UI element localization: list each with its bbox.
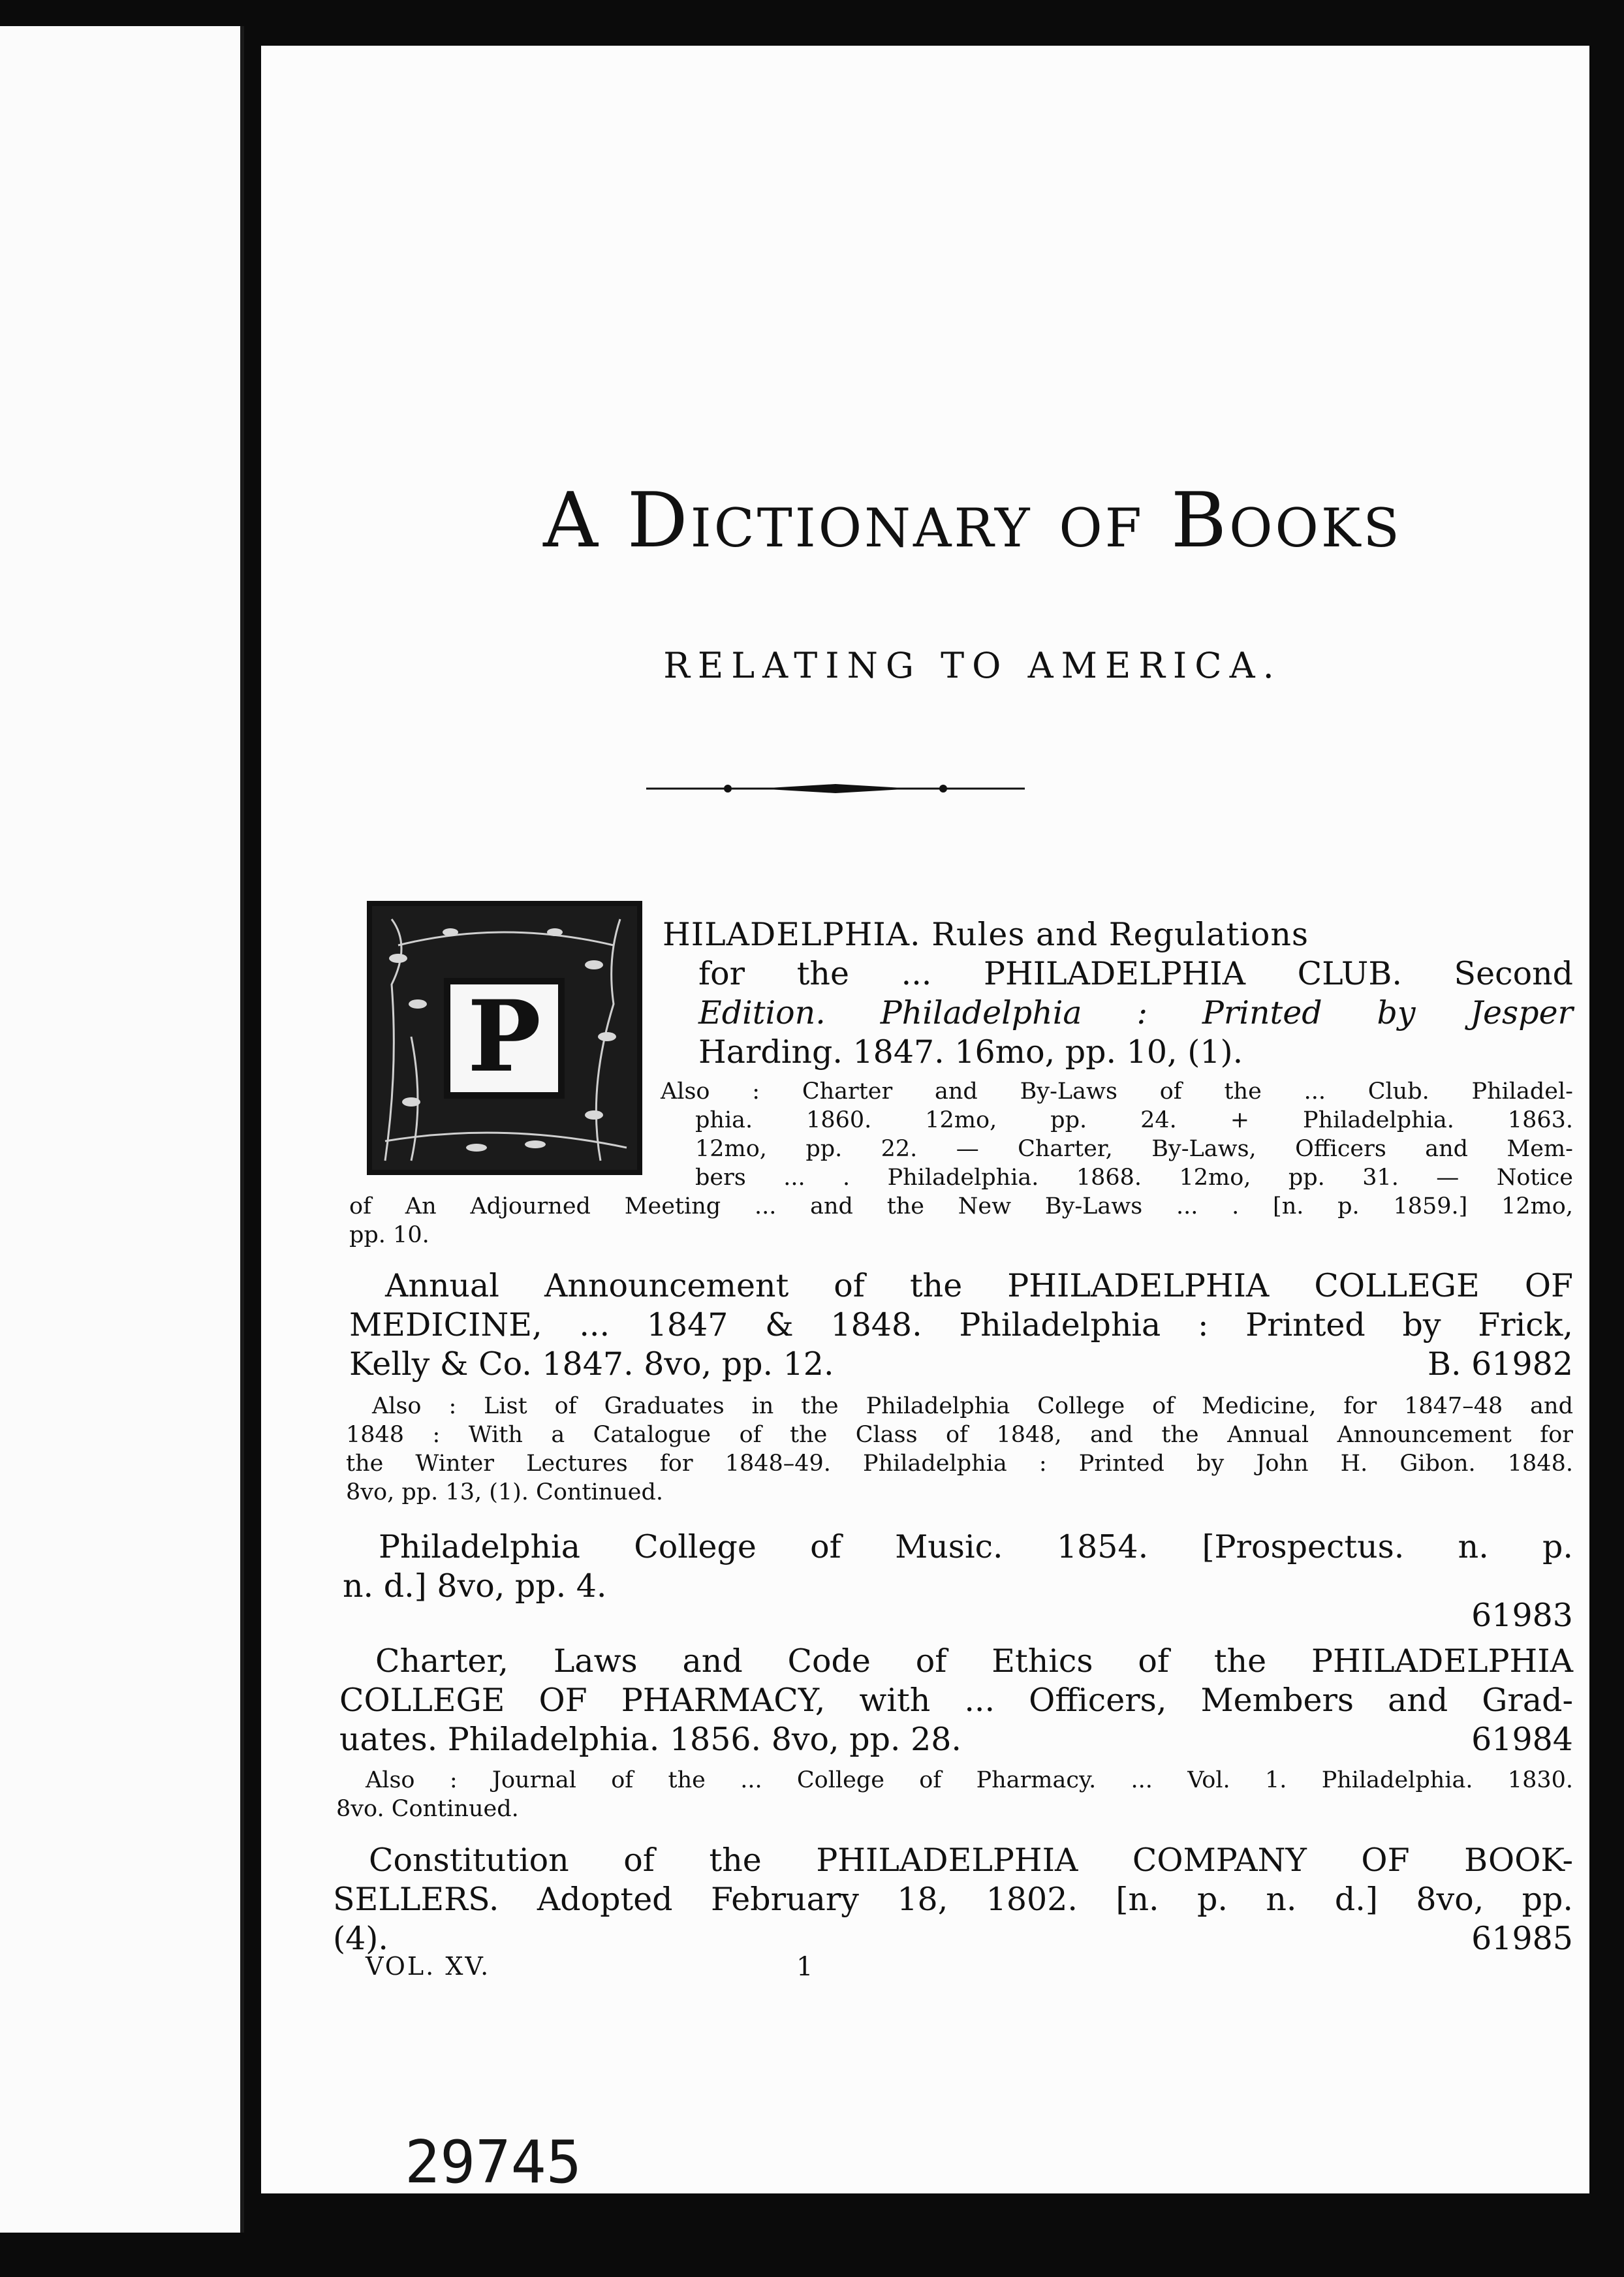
entry-2-note-4: 8vo, pp. 13, (1). Continued.	[346, 1479, 664, 1505]
entry-2-note-3: the Winter Lectures for 1848–49. Philadelphia : Printed by John H. Gibon. 1848.	[346, 1451, 1573, 1477]
entry-1-note-5: of An Adjourned Meeting ... and the New By-Laws ... . [n. p. 1859.] 12mo,	[349, 1193, 1573, 1219]
entry-4-line-1: Charter, Laws and Code of Ethics of the PHILADELPHIA	[375, 1642, 1573, 1680]
page-title: A Dictionary of Books	[543, 477, 1402, 565]
entry-1-note-1: Also : Charter and By-Laws of the ... Club. Philadel-	[661, 1078, 1573, 1105]
page-number: 1	[796, 1952, 813, 1982]
drop-cap-letter: P	[444, 978, 565, 1099]
entry-2-number: B. 61982	[1427, 1345, 1573, 1383]
entry-4-note-2: 8vo. Continued.	[336, 1796, 519, 1822]
entry-4-line-2: COLLEGE OF PHARMACY, with ... Officers, Members and Grad-	[339, 1682, 1573, 1719]
entry-1-note-6: pp. 10.	[349, 1222, 429, 1248]
facing-page-edge	[0, 26, 244, 2233]
entry-4-note-1: Also : Journal of the ... College of Pharmacy. ... Vol. 1. Philadelphia. 1830.	[366, 1767, 1573, 1793]
entry-2-note-1: Also : List of Graduates in the Philadelphia College of Medicine, for 1847–48 and	[372, 1393, 1573, 1419]
entry-2-line-2: MEDICINE, ... 1847 & 1848. Philadelphia : Printed by Frick,	[349, 1306, 1573, 1343]
entry-2-note-2: 1848 : With a Catalogue of the Class of 1848, and the Annual Announcement for	[346, 1422, 1573, 1448]
catalog-stamp: 29745	[405, 2128, 582, 2197]
entry-5-line-3: (4).	[333, 1920, 388, 1957]
entry-2-line-1: Annual Announcement of the PHILADELPHIA COLLEGE OF	[385, 1267, 1573, 1304]
entry-5-line-2: SELLERS. Adopted February 18, 1802. [n. p. n. d.] 8vo, pp.	[333, 1881, 1573, 1918]
entry-4-number: 61984	[1471, 1721, 1573, 1758]
page-subtitle: RELATING TO AMERICA.	[663, 645, 1282, 686]
entry-3-line-1: Philadelphia College of Music. 1854. [Prospectus. n. p.	[379, 1528, 1573, 1565]
volume-label: VOL. XV.	[366, 1952, 491, 1981]
entry-1-line-3: Edition. Philadelphia : Printed by Jesper	[698, 994, 1573, 1031]
entry-1-line-1: HILADELPHIA. Rules and Regulations	[663, 916, 1309, 953]
entry-5-number: 61985	[1471, 1920, 1573, 1957]
entry-1-note-3: 12mo, pp. 22. — Charter, By-Laws, Officers and Mem-	[695, 1136, 1573, 1162]
entry-2-line-3: Kelly & Co. 1847. 8vo, pp. 12.	[349, 1345, 834, 1383]
entry-1-line-2: for the ... PHILADELPHIA CLUB. Second	[698, 955, 1573, 992]
entry-3-number: 61983	[1471, 1597, 1573, 1634]
entry-4-line-3: uates. Philadelphia. 1856. 8vo, pp. 28.	[339, 1721, 962, 1758]
decorated-initial	[367, 901, 642, 1175]
entry-3-line-2: n. d.] 8vo, pp. 4.	[343, 1567, 607, 1605]
entry-1-note-2: phia. 1860. 12mo, pp. 24. + Philadelphia. 1863.	[695, 1107, 1573, 1133]
entry-1-note-4: bers ... . Philadelphia. 1868. 12mo, pp. 31. — Notice	[695, 1165, 1573, 1191]
entry-1-line-4: Harding. 1847. 16mo, pp. 10, (1).	[698, 1033, 1243, 1071]
entry-5-line-1: Constitution of the PHILADELPHIA COMPANY OF BOOK-	[369, 1842, 1573, 1879]
book-page	[261, 46, 1589, 2193]
ornament-rule-icon	[646, 776, 1025, 802]
